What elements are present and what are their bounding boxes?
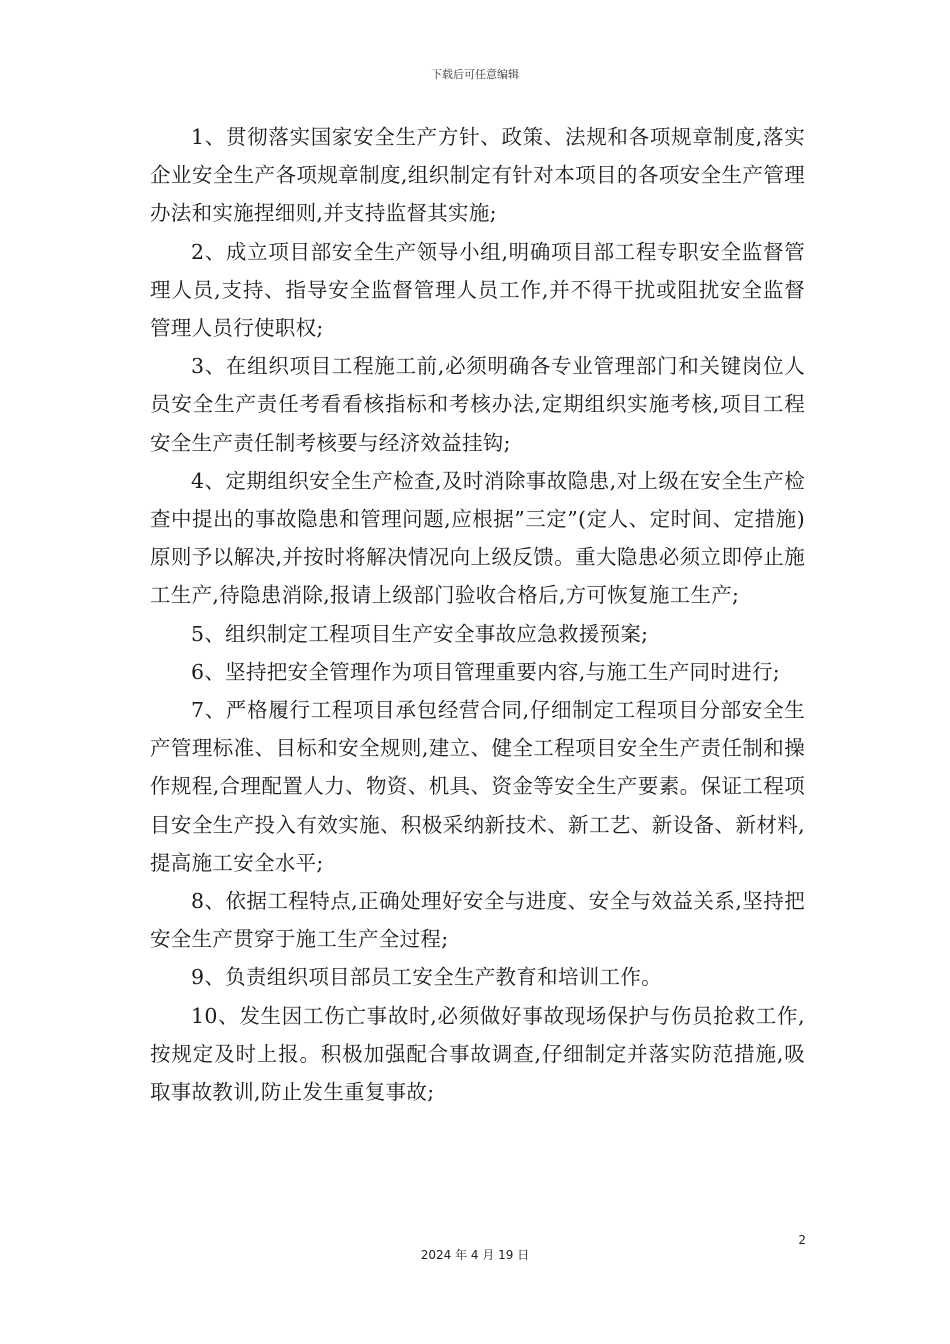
paragraph-8: 8、依据工程特点,正确处理好安全与进度、安全与效益关系,坚持把安全生产贯穿于施工生产全过程; <box>150 889 805 952</box>
paragraph-9: 9、负责组织项目部员工安全生产教育和培训工作。 <box>191 965 662 990</box>
document-body <box>150 118 805 1111</box>
paragraph-2: 2、成立项目部安全生产领导小组,明确项目部工程专职安全监督管理人员,支持、指导安全监督管理人员工作,并不得干扰或阻扰安全监督管理人员行使职权; <box>150 239 805 341</box>
paragraph-4: 4、定期组织安全生产检查,及时消除事故隐患,对上级在安全生产检查中提出的事故隐患和管理问题,应根据”三定”(定人、定时间、定措施)原则予以解决,并按时将解决情况向上级反馈。重大隐患必须立即停止施工生产,待隐患消除,报请上级部门验收合格后,方可恢复施工生产; <box>150 468 805 608</box>
paragraph-10: 10、发生因工伤亡事故时,必须做好事故现场保护与伤员抢救工作,按规定及时上报。积极加强配合事故调查,仔细制定并落实防范措施,吸取事故教训,防止发生重复事故; <box>150 1003 805 1105</box>
paragraph-5: 5、组织制定工程项目生产安全事故应急救援预案; <box>191 621 649 646</box>
paragraph-7: 7、严格履行工程项目承包经营合同,仔细制定工程项目分部安全生产管理标准、目标和安全规则,建立、健全工程项目安全生产责任制和操作规程,合理配置人力、物资、机具、资金等安全生产要素。保证工程项目安全生产投入有效实施、积极采纳新技术、新工艺、新设备、新材料,提高施工安全水平; <box>150 698 805 875</box>
header-note: 下载后可任意编辑 <box>431 68 519 81</box>
paragraph-1: 1、贯彻落实国家安全生产方针、政策、法规和各项规章制度,落实企业安全生产各项规章制度,组织制定有针对本项目的各项安全生产管理办法和实施捏细则,并支持监督其实施; <box>150 125 805 226</box>
page-number: 2 <box>798 1233 806 1247</box>
footer-date: 2024 年 4 月 19 日 <box>420 1248 530 1262</box>
paragraph-3: 3、在组织项目工程施工前,必须明确各专业管理部门和关键岗位人员安全生产责任考看看核指标和考核办法,定期组织实施考核,项目工程安全生产责任制考核要与经济效益挂钩; <box>150 354 805 455</box>
paragraph-6: 6、坚持把安全管理作为项目管理重要内容,与施工生产同时进行; <box>191 659 780 684</box>
